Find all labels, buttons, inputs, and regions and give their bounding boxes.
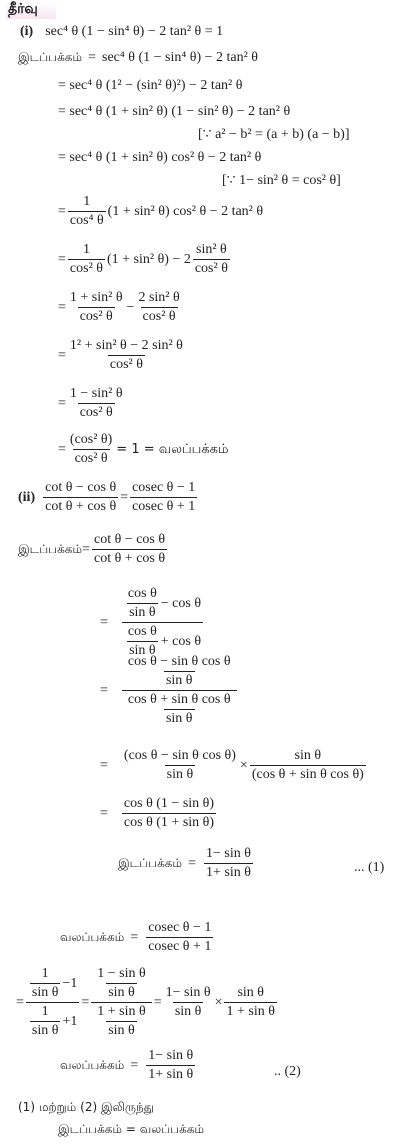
equals: = bbox=[58, 299, 66, 315]
denominator: sin θ bbox=[108, 985, 135, 1000]
equals: = bbox=[81, 994, 90, 1010]
equals: = bbox=[82, 541, 90, 557]
denominator: cos² θ bbox=[194, 261, 228, 276]
equals: = bbox=[58, 251, 66, 267]
solution-heading: தீர்வு bbox=[6, 2, 56, 19]
lhs-label: இடப்பக்கம் bbox=[18, 50, 83, 64]
numerator: cosec θ − 1 bbox=[148, 920, 212, 935]
numerator: (cos θ − sin θ cos θ) bbox=[123, 748, 236, 763]
denominator: 1+ sin θ bbox=[206, 865, 251, 880]
times-sign: × bbox=[239, 757, 248, 773]
part2-rhs bbox=[60, 920, 215, 955]
denominator: cos² θ bbox=[69, 261, 103, 276]
part1-step6 bbox=[58, 242, 232, 277]
note2-text: [∵ 1− sin² θ = cos² θ] bbox=[222, 173, 341, 188]
tag-1 bbox=[354, 860, 384, 876]
numerator: cos θ (1 − sin θ) bbox=[123, 796, 215, 811]
fraction bbox=[122, 748, 238, 783]
complex-numerator bbox=[91, 966, 151, 1002]
numerator: cos θ bbox=[127, 624, 157, 639]
denominator: cot θ + cos θ bbox=[45, 499, 117, 514]
fraction bbox=[126, 692, 233, 727]
complex-fraction bbox=[122, 654, 237, 727]
numerator: cosec θ − 1 bbox=[132, 480, 196, 495]
conclusion-text: இடப்பக்கம் = வலப்பக்கம் bbox=[58, 1122, 205, 1136]
part2-step2 bbox=[100, 586, 205, 659]
rhs-label: வலப்பக்கம் bbox=[60, 1057, 125, 1072]
denominator: sin θ bbox=[129, 643, 156, 658]
fraction bbox=[30, 966, 61, 1001]
fraction bbox=[193, 242, 230, 277]
equation-tag: ... (1) bbox=[354, 860, 385, 875]
numerator: sin² θ bbox=[196, 242, 227, 257]
equals: = bbox=[153, 994, 162, 1010]
denominator: 1+ sin θ bbox=[148, 1067, 194, 1082]
complex-numerator bbox=[122, 654, 237, 690]
part2-label: (ii) bbox=[18, 489, 36, 505]
numerator: (cos² θ) bbox=[69, 432, 113, 447]
fraction bbox=[136, 290, 181, 325]
fraction bbox=[68, 432, 114, 467]
fraction bbox=[146, 920, 213, 955]
fraction bbox=[95, 1004, 147, 1039]
denominator: sin θ bbox=[108, 1023, 135, 1038]
denominator: cot θ + cos θ bbox=[94, 551, 166, 566]
denominator: cos² θ bbox=[142, 309, 176, 324]
minus-sign: − bbox=[126, 299, 135, 315]
part1-step4 bbox=[58, 150, 261, 166]
fraction bbox=[30, 1004, 61, 1039]
equals: = bbox=[88, 50, 96, 65]
equals: = bbox=[58, 347, 66, 363]
note1-text: [∵ a² − b² = (a + b) (a − b)] bbox=[198, 127, 350, 142]
part1-step8 bbox=[58, 338, 187, 373]
denominator: cos θ (1 + sin θ) bbox=[123, 815, 215, 830]
part2-rhs-steps bbox=[16, 966, 279, 1039]
denominator: sin θ bbox=[31, 985, 59, 1000]
denominator: 1 + sin θ bbox=[226, 1004, 275, 1019]
part2-step4 bbox=[100, 748, 368, 783]
equals: = bbox=[100, 614, 108, 630]
numerator: 1 bbox=[82, 242, 90, 257]
part2-question bbox=[18, 480, 199, 515]
fraction bbox=[224, 985, 276, 1020]
denominator: cos² θ bbox=[79, 405, 113, 420]
from-line bbox=[18, 1100, 154, 1116]
equals: = bbox=[58, 395, 66, 411]
denominator: sin θ bbox=[174, 1004, 202, 1019]
numerator: 2 sin² θ bbox=[138, 290, 180, 305]
step6-expr: (1 + sin² θ) − 2 bbox=[106, 251, 191, 267]
equals: = bbox=[100, 682, 108, 698]
numerator: 1 bbox=[41, 1004, 49, 1019]
fraction bbox=[164, 985, 213, 1020]
equation-tag: .. (2) bbox=[274, 1064, 301, 1079]
tag-2 bbox=[274, 1064, 301, 1080]
part2-lhs bbox=[18, 532, 169, 567]
complex-denominator bbox=[91, 1002, 151, 1039]
rhs-label: வலப்பக்கம் bbox=[60, 929, 125, 944]
equals: = bbox=[120, 489, 129, 505]
part1-step7 bbox=[58, 290, 184, 325]
step1-expr: sec⁴ θ (1 − sin⁴ θ) − 2 tan² θ bbox=[102, 50, 259, 65]
part1-step5 bbox=[58, 194, 263, 229]
equals: = bbox=[58, 441, 66, 457]
part1-label: (i) bbox=[20, 24, 34, 39]
numerator: 1− sin θ bbox=[148, 1048, 194, 1063]
numerator: 1− sin θ bbox=[206, 846, 251, 861]
complex-fraction bbox=[122, 586, 203, 659]
numerator: 1 − sin² θ bbox=[69, 386, 123, 401]
part2-lhs-result bbox=[118, 846, 255, 881]
fraction bbox=[68, 338, 185, 373]
numerator: sin θ bbox=[237, 985, 264, 1000]
times-sign: × bbox=[214, 994, 223, 1010]
denominator: (cos θ + sin θ cos θ) bbox=[251, 767, 364, 782]
part2-rhs-result bbox=[60, 1048, 197, 1083]
expr: − cos θ bbox=[160, 595, 202, 611]
fraction bbox=[68, 290, 125, 325]
complex-denominator bbox=[26, 1002, 79, 1039]
numerator: cot θ − cos θ bbox=[45, 480, 117, 495]
equals: = bbox=[58, 203, 66, 219]
equals: = bbox=[16, 994, 24, 1010]
part1-step3 bbox=[58, 104, 290, 120]
numerator: cot θ − cos θ bbox=[94, 532, 166, 547]
equals: = bbox=[188, 855, 196, 871]
step3-expr: = sec⁴ θ (1 + sin² θ) (1 − sin² θ) − 2 tan² θ bbox=[58, 104, 291, 119]
part1-question-text: sec⁴ θ (1 − sin⁴ θ) − 2 tan² θ = 1 bbox=[45, 24, 224, 39]
denominator: sin θ bbox=[31, 1023, 59, 1038]
numerator: cos θ + sin θ cos θ bbox=[127, 692, 231, 707]
numerator: 1 bbox=[83, 194, 91, 209]
lhs-label: இடப்பக்கம் bbox=[18, 541, 83, 556]
part1-note1 bbox=[198, 126, 350, 143]
from-text: (1) மற்றும் (2) இலிருந்து bbox=[18, 1100, 155, 1114]
expr: + cos θ bbox=[160, 633, 202, 649]
fraction bbox=[250, 748, 366, 783]
numerator: 1− sin θ bbox=[165, 985, 211, 1000]
numerator: cos θ − sin θ cos θ bbox=[127, 654, 231, 669]
denominator: sin θ bbox=[165, 673, 193, 688]
step5-expr: (1 + sin² θ) cos² θ − 2 tan² θ bbox=[107, 203, 264, 219]
expr: +1 bbox=[62, 1013, 78, 1029]
fraction bbox=[122, 796, 216, 831]
equals: = bbox=[100, 757, 108, 773]
part1-step2 bbox=[58, 78, 242, 94]
conclusion-line bbox=[58, 1122, 204, 1138]
step4-expr: = sec⁴ θ (1 + sin² θ) cos² θ − 2 tan² θ bbox=[58, 150, 262, 165]
part1-step1 bbox=[18, 50, 258, 66]
denominator: sin θ bbox=[165, 711, 193, 726]
expr: −1 bbox=[62, 975, 78, 991]
part1-note2 bbox=[222, 172, 341, 189]
fraction bbox=[68, 386, 125, 421]
fraction bbox=[68, 194, 106, 229]
complex-numerator bbox=[26, 966, 79, 1002]
complex-fraction bbox=[26, 966, 79, 1039]
complex-numerator bbox=[122, 586, 203, 622]
fraction bbox=[43, 480, 118, 515]
numerator: 1 bbox=[41, 966, 49, 981]
fraction bbox=[204, 846, 253, 881]
fraction bbox=[68, 242, 105, 277]
equals: = bbox=[130, 929, 139, 945]
denominator: cosec θ + 1 bbox=[148, 939, 212, 954]
numerator: 1 + sin θ bbox=[97, 1004, 146, 1019]
part2-step5 bbox=[100, 796, 218, 831]
fraction bbox=[92, 532, 167, 567]
numerator: cos θ bbox=[127, 586, 157, 601]
part1-step10 bbox=[58, 432, 228, 467]
numerator: 1² + sin² θ − 2 sin² θ bbox=[69, 338, 183, 353]
denominator: cos² θ bbox=[79, 309, 113, 324]
fraction bbox=[146, 1048, 195, 1083]
step10-result: = 1 = வலப்பக்கம் bbox=[116, 441, 229, 457]
equals: = bbox=[100, 805, 108, 821]
denominator: cos² θ bbox=[109, 357, 143, 372]
equals: = bbox=[130, 1057, 139, 1073]
complex-fraction bbox=[91, 966, 151, 1039]
part1-question bbox=[20, 24, 223, 40]
denominator: sin θ bbox=[129, 605, 156, 620]
part1-step9 bbox=[58, 386, 127, 421]
fraction bbox=[126, 654, 233, 689]
fraction bbox=[95, 966, 147, 1001]
fraction bbox=[130, 480, 197, 515]
numerator: 1 − sin θ bbox=[97, 966, 146, 981]
numerator: sin θ bbox=[294, 748, 322, 763]
complex-denominator bbox=[122, 690, 237, 727]
lhs-label: இடப்பக்கம் bbox=[118, 855, 183, 870]
denominator: cosec θ + 1 bbox=[132, 499, 196, 514]
part2-step3 bbox=[100, 654, 239, 727]
denominator: sin θ bbox=[166, 767, 194, 782]
fraction bbox=[126, 586, 159, 621]
step2-expr: = sec⁴ θ (1² − (sin² θ)²) − 2 tan² θ bbox=[58, 78, 243, 93]
numerator: 1 + sin² θ bbox=[69, 290, 123, 305]
denominator: cos² θ bbox=[74, 451, 108, 466]
denominator: cos⁴ θ bbox=[69, 213, 104, 228]
